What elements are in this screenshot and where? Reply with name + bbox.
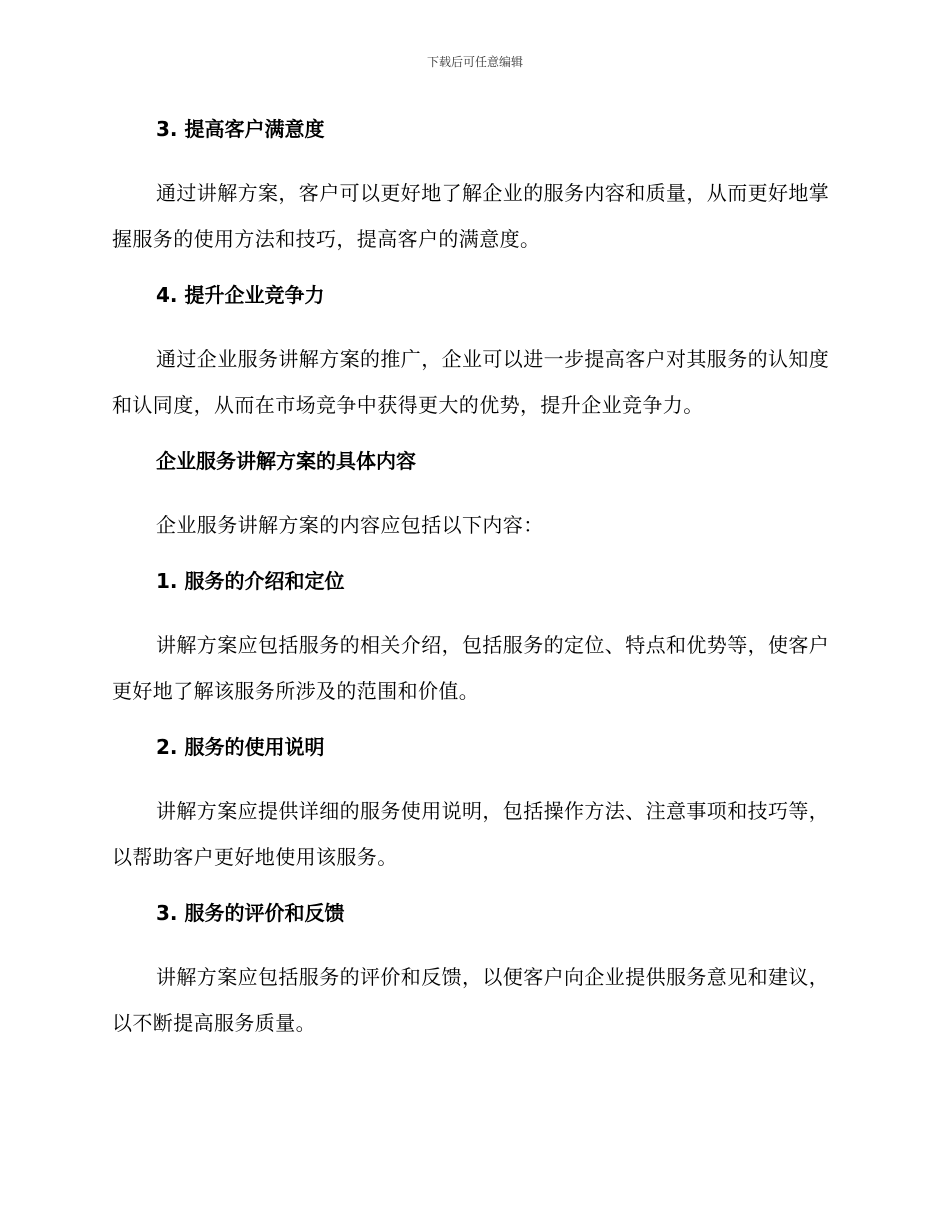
section-heading: 1. 服务的介绍和定位 [156,569,345,593]
section-heading: 企业服务讲解方案的具体内容 [156,449,416,473]
section-paragraph: 通过讲解方案，客户可以更好地了解企业的服务内容和质量，从而更好地掌握服务的使用方法和技巧，提高客户的满意度。 [112,181,830,251]
section-paragraph: 企业服务讲解方案的内容应包括以下内容： [156,513,544,537]
section-heading: 3. 服务的评价和反馈 [156,901,345,925]
section-paragraph: 通过企业服务讲解方案的推广，企业可以进一步提高客户对其服务的认知度和认同度，从而在市场竞争中获得更大的优势，提升企业竞争力。 [112,347,830,417]
section-paragraph: 讲解方案应包括服务的相关介绍，包括服务的定位、特点和优势等，使客户更好地了解该服务所涉及的范围和价值。 [112,633,830,703]
section-paragraph: 讲解方案应包括服务的评价和反馈，以便客户向企业提供服务意见和建议，以不断提高服务质量。 [112,965,830,1035]
section-heading: 2. 服务的使用说明 [156,735,325,759]
section-heading: 4. 提升企业竞争力 [156,283,325,307]
section-paragraph: 讲解方案应提供详细的服务使用说明，包括操作方法、注意事项和技巧等，以帮助客户更好地使用该服务。 [112,799,830,869]
section-heading: 3. 提高客户满意度 [156,117,325,141]
document-body [112,112,838,1046]
page-header: 下载后可任意编辑 [426,55,523,69]
